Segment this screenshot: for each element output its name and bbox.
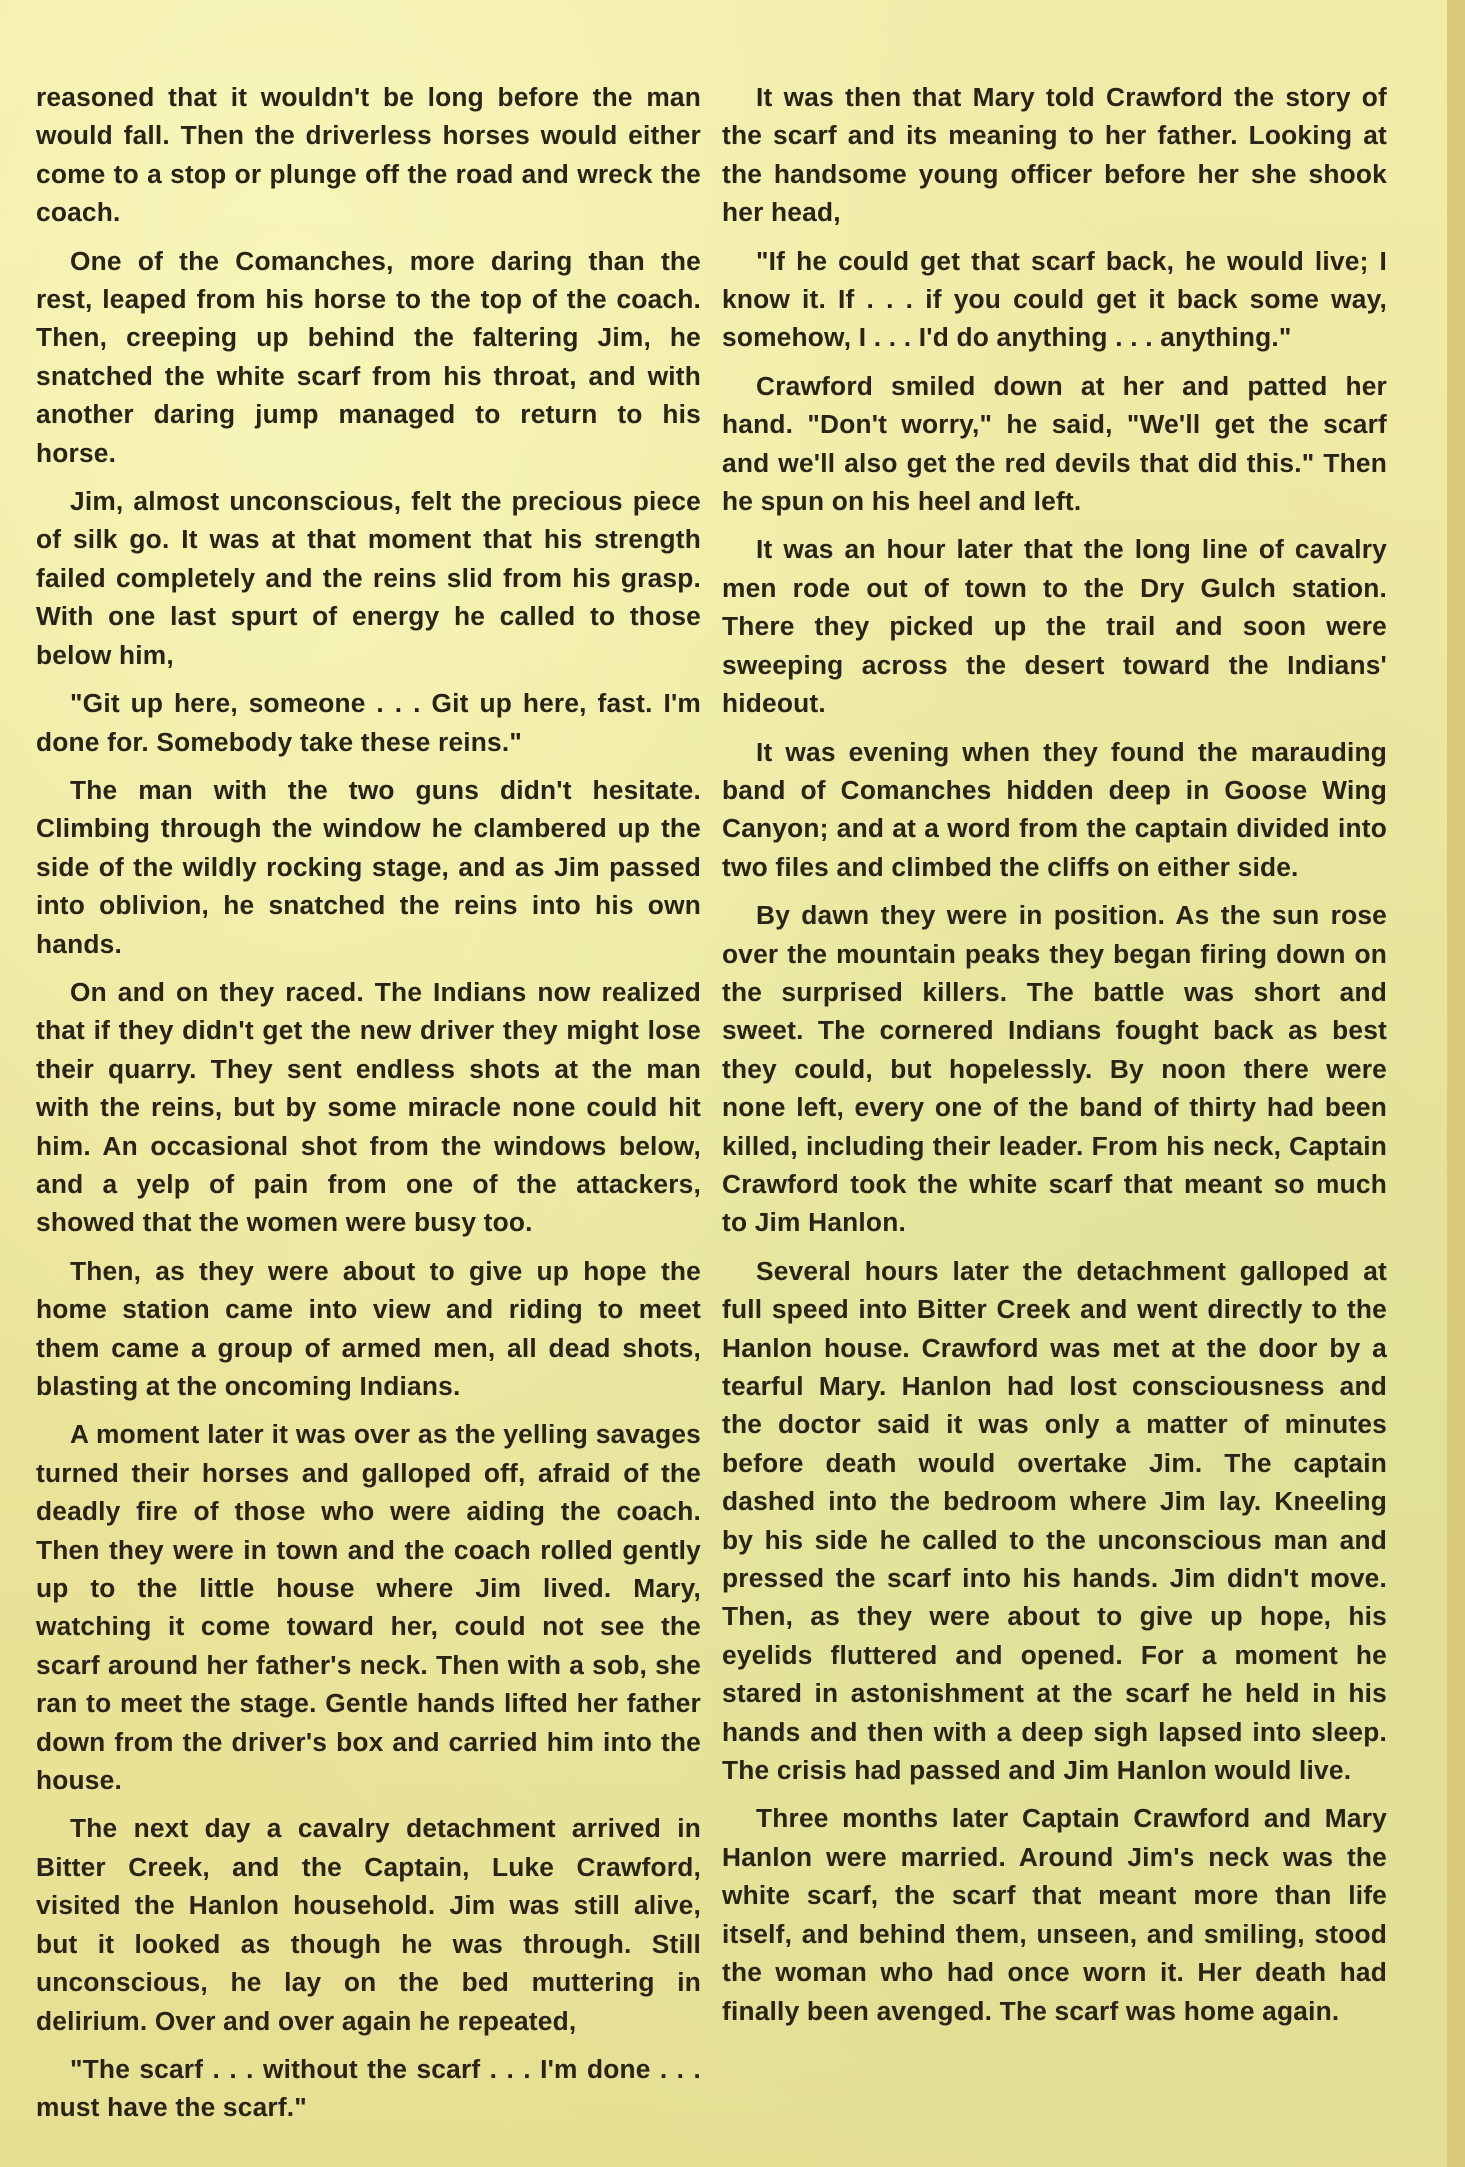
paragraph: Jim, almost unconscious, felt the precious piece of silk go. It was at that moment that his strength failed completely and the reins slid from his grasp. With one last spurt of energy he called to those below him, <box>36 486 701 670</box>
paragraph: "If he could get that scarf back, he would live; I know it. If . . . if you could get it back some way, somehow, I . . . I'd do anything . . . anything." <box>722 245 1387 353</box>
paragraph: On and on they raced. The Indians now realized that if they didn't get the new driver they might lose their quarry. They sent endless shots at the man with the reins, but by some miracle none could hit him. An occasional shot from the windows below, and a yelp of pain from one of the attackers, showed that the women were busy too. <box>36 976 701 1238</box>
left-text-column <box>36 78 701 2137</box>
paragraph: The next day a cavalry detachment arrived in Bitter Creek, and the Captain, Luke Crawford, visited the Hanlon household. Jim was still alive, but it looked as though he was through. Still unconscious, he lay on the bed muttering in delirium. Over and over again he repeated, <box>36 1813 701 2036</box>
paragraph: It was evening when they found the marauding band of Comanches hidden deep in Goose Wing Canyon; and at a word from the captain divided into two files and climbed the cliffs on either side. <box>722 736 1387 882</box>
paragraph: The man with the two guns didn't hesitate. Climbing through the window he clambered up the side of the wildly rocking stage, and as Jim passed into oblivion, he snatched the reins into his own hands. <box>36 774 701 959</box>
paragraph: Then, as they were about to give up hope the home station came into view and riding to meet them came a group of armed men, all dead shots, blasting at the oncoming Indians. <box>36 1255 701 1401</box>
paragraph: reasoned that it wouldn't be long before the man would fall. Then the driverless horses would either come to a stop or plunge off the road and wreck the coach. <box>36 82 701 228</box>
paragraph: By dawn they were in position. As the sun rose over the mountain peaks they began firing down on the surprised killers. The battle was short and sweet. The cornered Indians fought back as best they could, but hopelessly. By noon there were none left, every one of the band of thirty had been killed, including their leader. From his neck, Captain Crawford took the white scarf that meant so much to Jim Hanlon. <box>722 900 1387 1238</box>
paragraph: "Git up here, someone . . . Git up here, fast. I'm done for. Somebody take these reins." <box>36 688 701 757</box>
paragraph: Several hours later the detachment galloped at full speed into Bitter Creek and went directly to the Hanlon house. Crawford was met at the door by a tearful Mary. Hanlon had lost consciousness and the doctor said it was only a matter of minutes before death would overtake Jim. The captain dashed into the bedroom where Jim lay. Kneeling by his side he called to the unconscious man and pressed the scarf into his hands. Jim didn't move. Then, as they were about to give up hope, his eyelids fluttered and opened. For a moment he stared in astonishment at the scarf he held in his hands and then with a deep sigh lapsed into sleep. The crisis had passed and Jim Hanlon would live. <box>722 1255 1387 1786</box>
paragraph: One of the Comanches, more daring than the rest, leaped from his horse to the top of the coach. Then, creeping up behind the faltering Jim, he snatched the white scarf from his throat, and with another daring jump managed to return to his horse. <box>36 245 701 468</box>
paragraph: A moment later it was over as the yelling savages turned their horses and galloped off, afraid of the deadly fire of those who were aiding the coach. Then they were in town and the coach rolled gently up to the little house where Jim lived. Mary, watching it come toward her, could not see the scarf around her father's neck. Then with a sob, she ran to meet the stage. Gentle hands lifted her father down from the driver's box and carried him into the house. <box>36 1419 701 1796</box>
paragraph: "The scarf . . . without the scarf . . . I'm done . . . must have the scarf." <box>36 2053 701 2123</box>
paragraph: Three months later Captain Crawford and Mary Hanlon were married. Around Jim's neck was the white scarf, the scarf that meant more than life itself, and behind them, unseen, and smiling, stood the woman who had once worn it. Her death had finally been avenged. The scarf was home again. <box>722 1803 1387 2026</box>
right-text-column <box>722 78 1387 2040</box>
paragraph: Crawford smiled down at her and patted her hand. "Don't worry," he said, "We'll get the scarf and we'll also get the red devils that did this." Then he spun on his heel and left. <box>722 370 1387 517</box>
paragraph: It was then that Mary told Crawford the story of the scarf and its meaning to her father. Looking at the handsome young officer before her she shook her head, <box>722 82 1387 228</box>
paragraph: It was an hour later that the long line of cavalry men rode out of town to the Dry Gulch station. There they picked up the trail and soon were sweeping across the desert toward the Indians' hideout. <box>722 534 1387 719</box>
